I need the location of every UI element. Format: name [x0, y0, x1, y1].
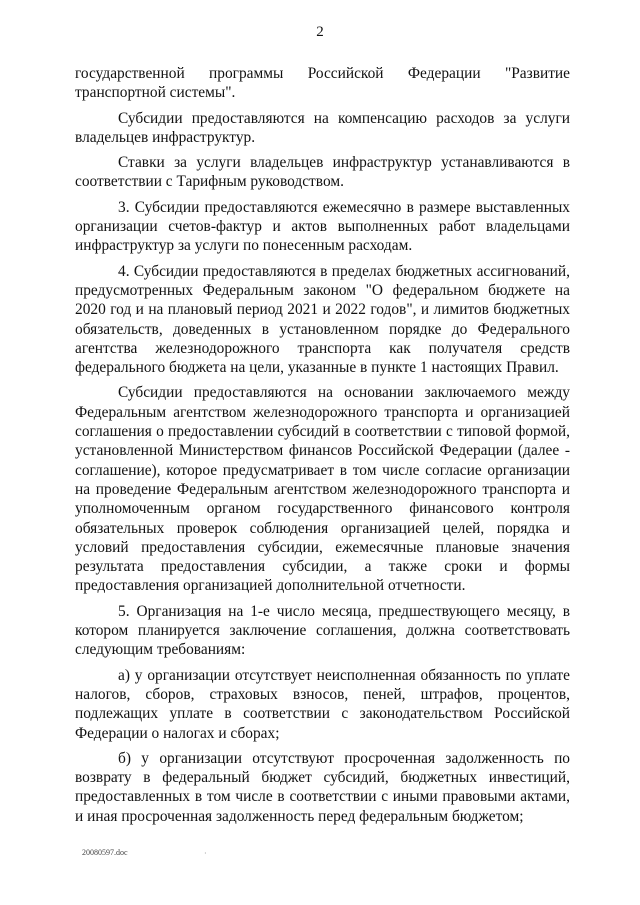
footer-file-name: 20080597.doc — [82, 848, 128, 857]
paragraph-agreement: Субсидии предоставляются на основании заключаемого между Федеральным агентством железнодорожного транспорта и организацией соглашения о предоставлении субсидий в соответствии с типовой формой, установленной Министерством финансов Российской Федерации (далее - соглашение), которое предусматривает в том числе согласие организации на проведение Федеральным агентством железнодорожного транспорта и уполномоченным органом государственного финансового контроля обязательных проверок соблюдения организацией целей, порядка и условий предоставления субсидии, ежемесячные плановые значения результата предоставления субсидии, а также сроки и формы предоставления организацией дополнительной отчетности. — [75, 384, 570, 595]
paragraph-item-3: 3. Субсидии предоставляются ежемесячно в размере выставленных организации счетов-фактур и актов выполненных работ владельцами инфраструктур за услуги по понесенным расходам. — [75, 198, 570, 255]
paragraph-item-4: 4. Субсидии предоставляются в пределах бюджетных ассигнований, предусмотренных Федеральным законом "О федеральном бюджете на 2020 год и на плановый период 2021 и 2022 годов", и лимитов бюджетных обязательств, доведенных в установленном порядке до Федерального агентства железнодорожного транспорта как получателя средств федерального бюджета на цели, указанные в пункте 1 настоящих Правил. — [75, 262, 570, 377]
document-body — [75, 64, 570, 832]
paragraph-rates: Ставки за услуги владельцев инфраструктур устанавливаются в соответствии с Тарифным руководством. — [75, 154, 570, 191]
footer-mark: · — [204, 849, 207, 858]
paragraph-subsidy-purpose: Субсидии предоставляются на компенсацию расходов за услуги владельцев инфраструктур. — [75, 109, 570, 146]
paragraph-subitem-a: а) у организации отсутствует неисполненная обязанность по уплате налогов, сборов, страховых взносов, пеней, штрафов, процентов, подлежащих уплате в соответствии с законодательством Российской Федерации о налогах и сборах; — [75, 666, 570, 742]
paragraph-program-title: государственной программы Российской Федерации "Развитие транспортной системы". — [75, 65, 570, 102]
paragraph-item-5: 5. Организация на 1-е число месяца, предшествующего месяцу, в котором планируется заключение соглашения, должна соответствовать следующим требованиям: — [75, 602, 570, 659]
page-number: 2 — [316, 24, 324, 40]
paragraph-subitem-b: б) у организации отсутствуют просроченная задолженность по возврату в федеральный бюджет субсидий, бюджетных инвестиций, предоставленных в том числе в соответствии с иными правовыми актами, и иная просроченная задолженность перед федеральным бюджетом; — [75, 749, 570, 825]
